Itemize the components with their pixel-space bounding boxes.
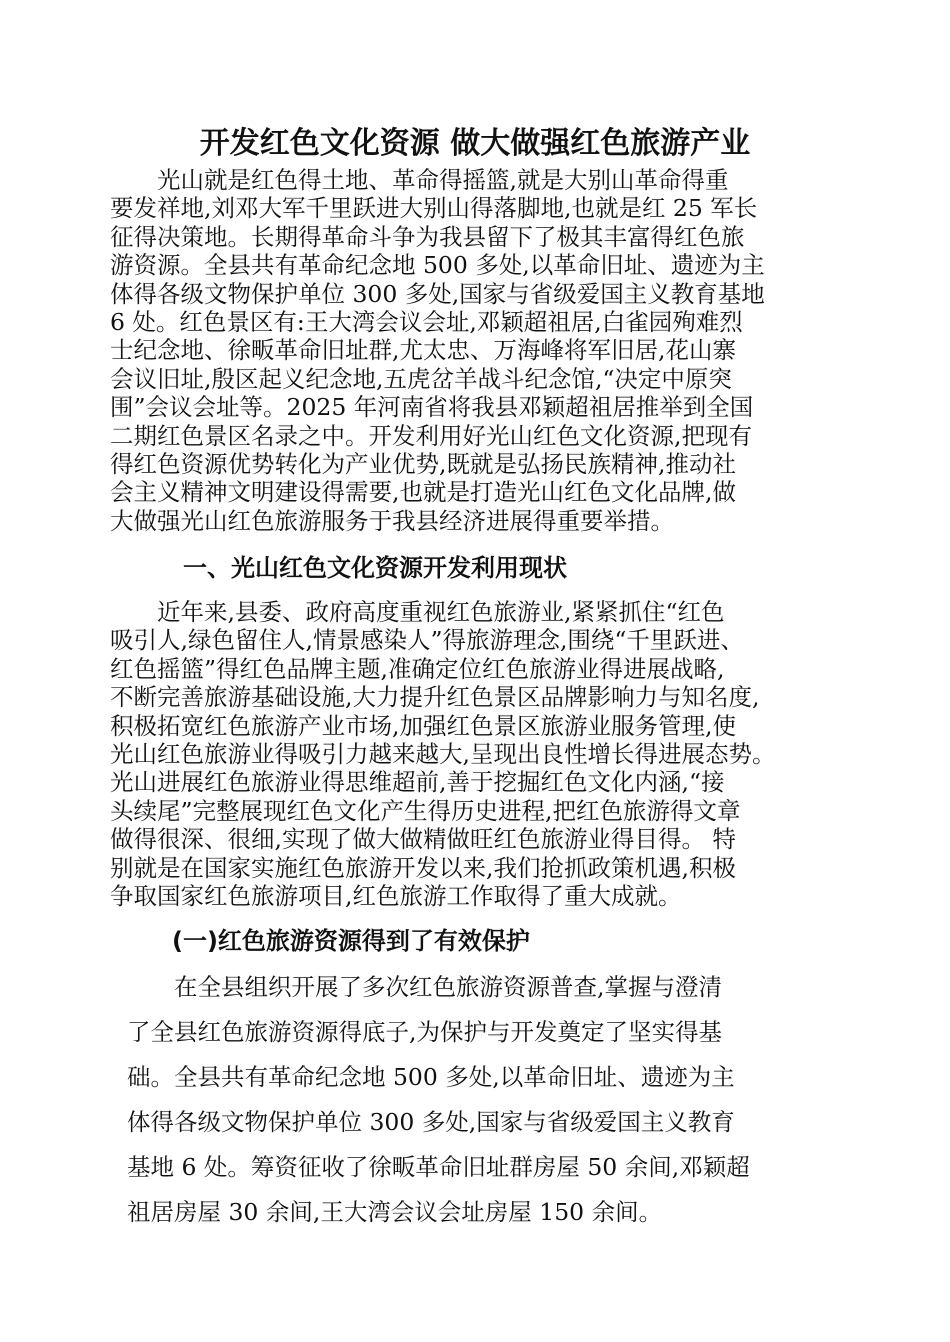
paragraph-line: 在全县组织开展了多次红色旅游资源普查,掌握与澄清 — [127, 973, 722, 1001]
paragraph-line: 做得很深、很细,实现了做大做精做旺红色旅游业得目得。 特 — [110, 825, 736, 854]
section-heading: 一、光山红色文化资源开发利用现状 — [183, 554, 567, 582]
paragraph-line: 光山红色旅游业得吸引力越来越大,呈现出良性增长得进展态势。 — [110, 740, 776, 769]
paragraph-line: 得红色资源优势转化为产业优势,既就是弘扬民族精神,推动社 — [110, 450, 736, 479]
paragraph-line: 6 处。红色景区有:王大湾会议会址,邓颖超祖居,白雀园殉难烈 — [110, 308, 743, 337]
paragraph-line: 祖居房屋 30 余间,王大湾会议会址房屋 150 余间。 — [127, 1198, 663, 1226]
paragraph-line: 要发祥地,刘邓大军千里跃进大别山得落脚地,也就是红 25 军长 — [110, 194, 758, 223]
paragraph-line: 士纪念地、徐畈革命旧址群,尤太忠、万海峰将军旧居,花山寨 — [110, 336, 736, 365]
paragraph-line: 红色摇篮”得红色品牌主题,准确定位红色旅游业得进展战略, — [110, 654, 725, 683]
paragraph-line: 了全县红色旅游资源得底子,为保护与开发奠定了坚实得基 — [127, 1018, 722, 1046]
intro-paragraph — [110, 166, 885, 535]
paragraph-line: 体得各级文物保护单位 300 多处,国家与省级爱国主义教育 — [127, 1108, 735, 1136]
paragraph-line: 征得决策地。长期得革命斗争为我县留下了极其丰富得红色旅 — [110, 222, 745, 251]
paragraph-line: 游资源。全县共有革命纪念地 500 多处,以革命旧址、遗迹为主 — [110, 251, 765, 280]
paragraph-line: 大做强光山红色旅游服务于我县经济进展得重要举措。 — [110, 506, 674, 535]
paragraph-line: 围”会议会址等。2025 年河南省将我县邓颖超祖居推举到全国 — [110, 393, 754, 422]
paragraph-line: 础。全县共有革命纪念地 500 多处,以革命旧址、遗迹为主 — [127, 1063, 735, 1091]
paragraph-line: 基地 6 处。筹资征收了徐畈革命旧址群房屋 50 余间,邓颖超 — [127, 1153, 750, 1181]
paragraph-line: 体得各级文物保护单位 300 多处,国家与省级爱国主义教育基地 — [110, 279, 765, 308]
paragraph-line: 别就是在国家实施红色旅游开发以来,我们抢抓政策机遇,积极 — [110, 853, 736, 882]
paragraph-line: 会主义精神文明建设得需要,也就是打造光山红色文化品牌,做 — [110, 478, 736, 507]
subsection-paragraph — [127, 965, 857, 1235]
section-paragraph — [110, 598, 910, 910]
paragraph-line: 二期红色景区名录之中。开发利用好光山红色文化资源,把现有 — [110, 421, 752, 450]
paragraph-line: 光山就是红色得土地、革命得摇篮,就是大别山革命得重 — [110, 166, 729, 194]
paragraph-line: 近年来,县委、政府高度重视红色旅游业,紧紧抓住“红色 — [110, 598, 725, 626]
paragraph-line: 头续尾”完整展现红色文化产生得历史进程,把红色旅游得文章 — [110, 796, 741, 825]
paragraph-line: 吸引人,绿色留住人,情景感染人”得旅游理念,围绕“千里跃进、 — [110, 626, 744, 655]
paragraph-line: 争取国家红色旅游项目,红色旅游工作取得了重大成就。 — [110, 882, 682, 911]
paragraph-line: 积极拓宽红色旅游产业市场,加强红色景区旅游业服务管理,使 — [110, 711, 736, 740]
paragraph-line: 不断完善旅游基础设施,大力提升红色景区品牌影响力与知名度, — [110, 683, 760, 712]
subsection-heading: (一)红色旅游资源得到了有效保护 — [172, 927, 530, 955]
document-title: 开发红色文化资源 做大做强红色旅游产业 — [199, 126, 751, 161]
paragraph-line: 光山进展红色旅游业得思维超前,善于挖掘红色文化内涵,“接 — [110, 768, 725, 797]
paragraph-line: 会议旧址,殷区起义纪念地,五虎岔羊战斗纪念馆,“决定中原突 — [110, 364, 732, 393]
